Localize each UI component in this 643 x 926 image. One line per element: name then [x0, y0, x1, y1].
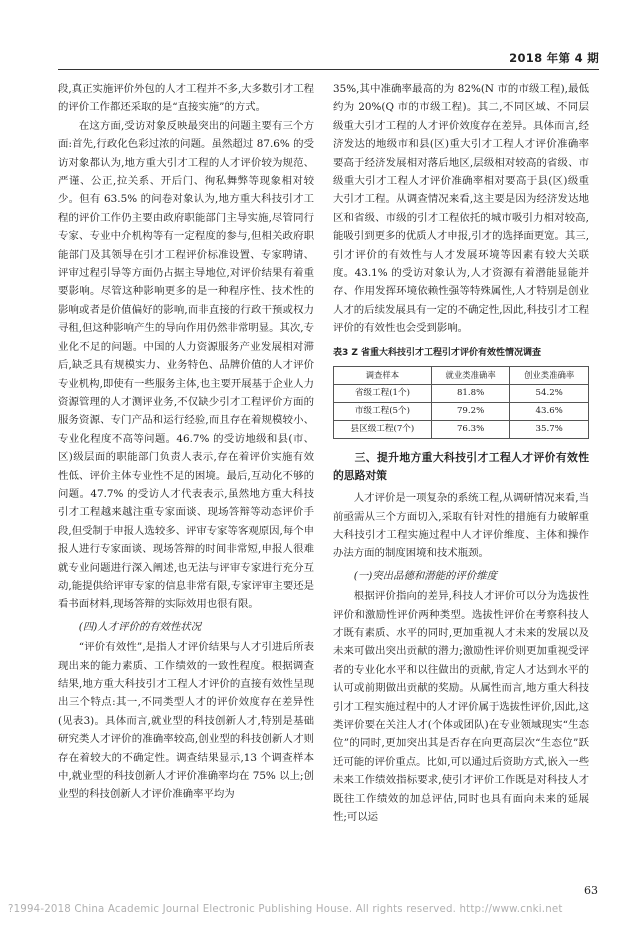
paragraph: “评价有效性”,是指人才评价结果与人才引进后所表现出来的能力素质、工作绩效的一致性程度。根据调查结果,地方重大科技引才工程人才评价的直接有效性呈现出三个特点:其一,不同类型人才的评价效度存在差异性(见表3)。具体而言,就业型的科技创新人才,特别是基础研究类人才评价的准确率较高,创业型的科技创新人才则存在着较大的不确定性。调查结果显示,13 个调查样本中,就业型的科技创新人才评价准确率均在 75% 以上;创业型的科技创新人才评价准确率平均为: [58, 641, 314, 801]
section-heading: (四)人才评价的有效性状况: [78, 620, 202, 633]
table-header-row: [334, 367, 589, 385]
paragraph: 在这方面,受访对象反映最突出的问题主要有三个方面:首先,行政化色彩过浓的问题。虽然超过 87.6% 的受访对象都认为,地方重大引才工程的人才评价较为规范、严谨、公正,拉关系、开后门、徇私舞弊等现象相对较少。但有 63.5% 的问卷对象认为,地方重大科技引才工程的评价工作仍主要由政府职能部门主导实施,尽管同行专家、专业中介机构等有一定程度的参与,但相关政府职能部门及其领导在引才工程评价标准设置、专家聘请、评审过程引导等方面仍占据主导地位,对评价结果有着重要影响。尽管这种影响更多的是一种程序性、技术性的影响或者是价值偏好的影响,而非直接的行政干预或权力寻租,但这种影响产生的导向作用仍然非常明显。其次,专业化不足的问题。中国的人力资源服务产业发展相对滞后,缺乏具有规模实力、业务特色、品牌价值的人才评价专业机构,即使有一些服务主体,也主要开展基于企业人力资源管理的人才测评业务,不仅缺少引才工程评价方面的服务资源、专门产品和运行经验,而且存在着规模较小、专业化程度不高等问题。46.7% 的受访地级和县(市、区)级层面的职能部门负责人表示,存在着评价实施有效性低、评价主体专业性不足的困境。最后,互动化不够的问题。47.7% 的受访人才代表表示,虽然地方重大科技引才工程越来越注重专家面谈、现场答辩等动态评价手段,但受制于申报人选较多、评审专家等客观原因,每个申报人进行专家面谈、现场答辩的时间非常短,申报人很难就专业问题进行深入阐述,也无法与评审专家进行充分互动,能提供给评审专家的信息非常有限,专家评审主要还是看书面材料,现场答辩的实际效用也很有限。: [58, 119, 314, 611]
table-row: [334, 385, 589, 403]
table-cell: 43.6%: [510, 403, 589, 421]
subsection-heading: (一)突出品德和潜能的评价维度: [353, 569, 497, 582]
paragraph: 人才评价是一项复杂的系统工程,从调研情况来看,当前亟需从三个方面切入,采取有针对性的措施有力破解重大科技引才工程实施过程中人才评价维度、主体和操作办法方面的制度困境和技术瓶颈。: [333, 492, 589, 560]
table-cell: 省级工程(1个): [334, 385, 432, 403]
page-header: [0, 0, 643, 80]
table-cell: 81.8%: [431, 385, 510, 403]
validity-table: [333, 366, 589, 439]
table-cell: 35.7%: [510, 421, 589, 439]
copyright-footer: ?1994-2018 China Academic Journal Electronic Publishing House. All rights reserved. http://www.cnki.net: [8, 904, 563, 915]
right-column: [333, 80, 589, 826]
table-row: [334, 421, 589, 439]
table-cell: 县区级工程(7个): [334, 421, 432, 439]
paragraph: 段,真正实施评价外包的人才工程并不多,大多数引才工程的评价工作都还采取的是“直接实施”的方式。: [58, 83, 314, 114]
issue-label: 2018 年第 4 期: [509, 51, 599, 65]
header-rule: [58, 69, 599, 70]
left-column: [58, 80, 314, 804]
paragraph: 根据评价指向的差异,科技人才评价可以分为选拔性评价和激励性评价两种类型。选拔性评价在考察科技人才既有素质、水平的同时,更加重视人才未来的发展以及未来可做出突出贡献的潜力;激励性评价则更加重视受评者的专业化水平和以往做出的贡献,肯定人才达到水平的认可或前期做出贡献的奖励。从属性而言,地方重大科技引才工程实施过程中的人才评价属于选拔性评价,因此,这类评价要在关注人才(个体或团队)在专业领域现实“生态位”的同时,更加突出其是否存在向更高层次“生态位”跃迁可能的评价重点。比如,可以通过后资助方式,嵌入一些未来工作绩效指标要求,使引才评价工作既是对科技人才既往工作绩效的加总评估,同时也具有面向未来的延展性;可以运: [333, 590, 589, 823]
table-header-cell: 调查样本: [334, 367, 432, 385]
table-cell: 市级工程(5个): [334, 403, 432, 421]
table-cell: 54.2%: [510, 385, 589, 403]
page-number: 63: [584, 884, 598, 897]
table-row: [334, 403, 589, 421]
paragraph: 35%,其中准确率最高的为 82%(N 市的市级工程),最低约为 20%(Q 市的市级工程)。其二,不同区域、不同层级重大引才工程的人才评价效度存在差异。具体而言,经济发达的地级市和县(区)重大引才工程人才评价准确率要高于经济发展相对落后地区,层级相对较高的省级、市级重大引才工程人才评价准确率相对要高于县(区)级重大引才工程。从调查情况来看,这主要是因为经济发达地区和省级、市级的引才工程依托的城市吸引力相对较高,能吸引到更多的优质人才申报,引才的选择面更宽。其三,引才评价的有效性与人才发展环境等因素有较大关联度。43.1% 的受访对象认为,人才资源有着潜能显能并存、作用发挥环境依赖性强等特殊属性,人才特别是创业人才的后续发展具有一定的不确定性,因此,科技引才工程评价的有效性也会受到影响。: [333, 83, 589, 335]
table-cell: 79.2%: [431, 403, 510, 421]
table-cell: 76.3%: [431, 421, 510, 439]
section-title: 三、提升地方重大科技引才工程人才评价有效性的思路对策: [333, 451, 589, 483]
table-header-cell: 创业类准确率: [510, 367, 589, 385]
table-caption: 表3 Z 省重大科技引才工程引才评价有效性情况调查: [333, 347, 542, 358]
table-header-cell: 就业类准确率: [431, 367, 510, 385]
